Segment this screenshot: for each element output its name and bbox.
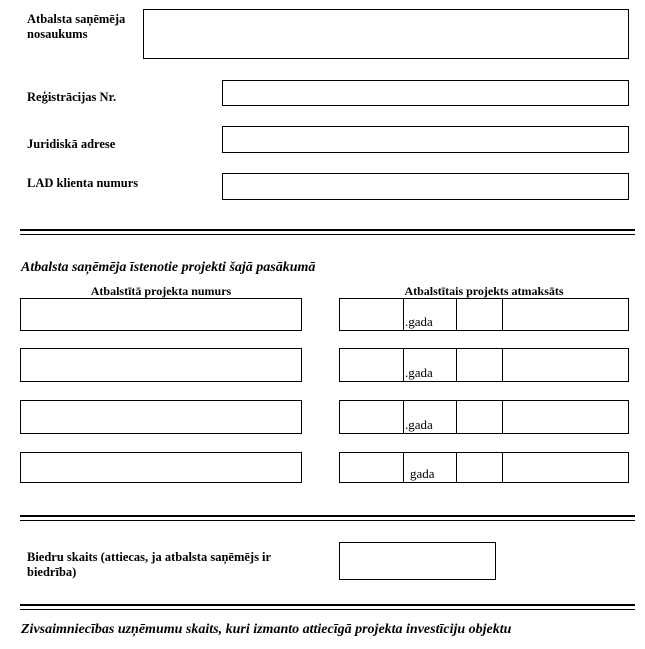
date-cell-divider [502, 401, 503, 433]
project-repaid-date-field[interactable] [339, 298, 629, 331]
project-repaid-date-field[interactable] [339, 400, 629, 434]
date-cell-divider [456, 349, 457, 381]
members-count-field[interactable] [339, 542, 496, 580]
date-cell-divider [502, 349, 503, 381]
recipient-name-field[interactable] [143, 9, 629, 59]
date-cell-divider [456, 299, 457, 330]
legal-address-label: Juridiskā adrese [27, 137, 116, 151]
date-cell-divider [502, 453, 503, 482]
date-cell-divider [403, 349, 404, 381]
members-count-label: Biedru skaits (attiecas, ja atbalsta saņēmējs ir biedrība) [27, 550, 271, 579]
projects-section-title: Atbalsta saņēmēja īstenotie projekti šajā pasākumā [21, 260, 316, 275]
lad-client-number-label: LAD klienta numurs [27, 176, 139, 190]
date-cell-divider [456, 401, 457, 433]
date-cell-divider [403, 401, 404, 433]
year-suffix-label: .gada [405, 417, 433, 432]
registration-number-label: Reģistrācijas Nr. [27, 90, 117, 104]
date-cell-divider [403, 453, 404, 482]
legal-address-field[interactable] [222, 126, 629, 153]
registration-number-field[interactable] [222, 80, 629, 106]
project-number-field[interactable] [20, 452, 302, 483]
project-repaid-column-header: Atbalstītais projekts atmaksāts [404, 284, 564, 298]
section-divider [20, 604, 635, 610]
project-number-field[interactable] [20, 298, 302, 331]
project-number-field[interactable] [20, 348, 302, 382]
project-repaid-date-field[interactable] [339, 348, 629, 382]
year-suffix-label: gada [410, 466, 435, 481]
date-cell-divider [456, 453, 457, 482]
fishery-enterprises-section-title: Zivsaimniecības uzņēmumu skaits, kuri izmanto attiecīgā projekta investīciju objektu [21, 622, 512, 637]
lad-client-number-field[interactable] [222, 173, 629, 200]
year-suffix-label: .gada [405, 365, 433, 380]
section-divider [20, 229, 635, 235]
project-number-field[interactable] [20, 400, 302, 434]
project-number-column-header: Atbalstītā projekta numurs [90, 284, 232, 298]
date-cell-divider [502, 299, 503, 330]
project-repaid-date-field[interactable] [339, 452, 629, 483]
date-cell-divider [403, 299, 404, 330]
section-divider [20, 515, 635, 521]
year-suffix-label: .gada [405, 314, 433, 329]
recipient-name-label: Atbalsta saņēmēja nosaukums [27, 12, 126, 41]
